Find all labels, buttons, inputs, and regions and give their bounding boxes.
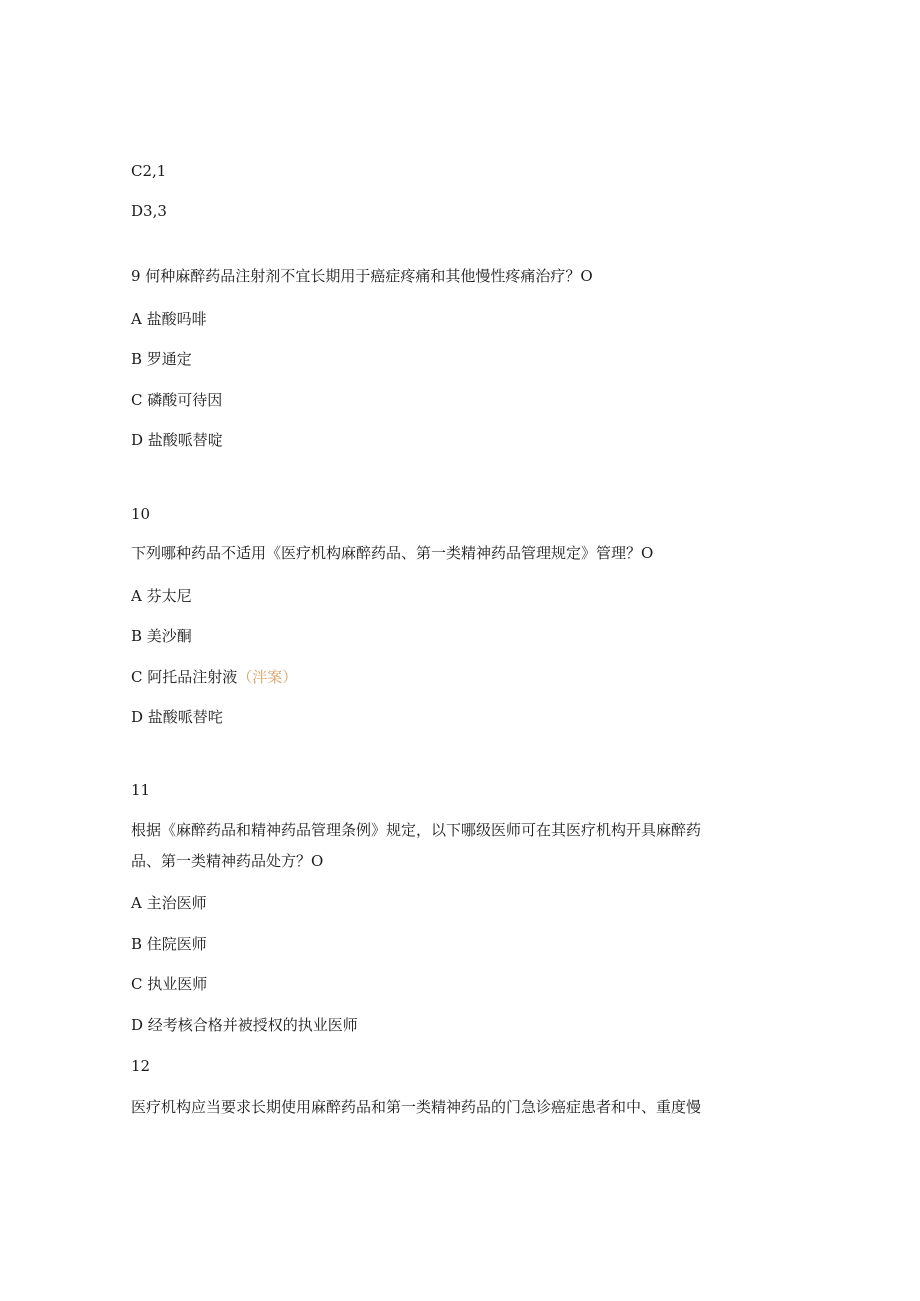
prev-option-d: D3,3 <box>131 202 167 220</box>
q10-option-a: A 芬太尼 <box>131 587 192 605</box>
question-11-number: 11 <box>131 781 151 799</box>
q11-option-d: D 经考核合格并被授权的执业医师 <box>131 1016 358 1034</box>
q11-option-a: A 主治医师 <box>131 894 207 912</box>
question-12-text: 医疗机构应当要求长期使用麻醉药品和第一类精神药品的门急诊癌症患者和中、重度慢 <box>131 1098 702 1116</box>
prev-option-c: C2,1 <box>131 162 167 180</box>
q11-option-c: C 执业医师 <box>131 975 208 993</box>
q10-option-c-note: （泮案） <box>237 668 298 686</box>
q9-option-d: D 盐酸哌替啶 <box>131 431 223 449</box>
q9-option-b: B 罗通定 <box>131 350 192 368</box>
question-10-number: 10 <box>131 505 151 523</box>
q9-option-a: A 盐酸吗啡 <box>131 310 207 328</box>
q10-option-b: B 美沙酮 <box>131 627 192 645</box>
question-11-text-line2: 品、第一类精神药品处方？O <box>131 852 324 870</box>
q10-option-c <box>131 667 297 687</box>
question-10-text: 下列哪种药品不适用《医疗机构麻醉药品、第一类精神药品管理规定》管理？O <box>131 544 654 562</box>
q9-option-c: C 磷酸可待因 <box>131 391 223 409</box>
q10-option-c-label: C 阿托品注射液 <box>131 668 238 686</box>
question-9-text: 9 何种麻醉药品注射剂不宜长期用于癌症疼痛和其他慢性疼痛治疗？O <box>131 267 593 285</box>
q10-option-d: D 盐酸哌替咤 <box>131 708 223 726</box>
question-12-number: 12 <box>131 1057 151 1075</box>
q11-option-b: B 住院医师 <box>131 935 207 953</box>
question-11-text-line1: 根据《麻醉药品和精神药品管理条例》规定，以下哪级医师可在其医疗机构开具麻醉药 <box>131 821 702 839</box>
